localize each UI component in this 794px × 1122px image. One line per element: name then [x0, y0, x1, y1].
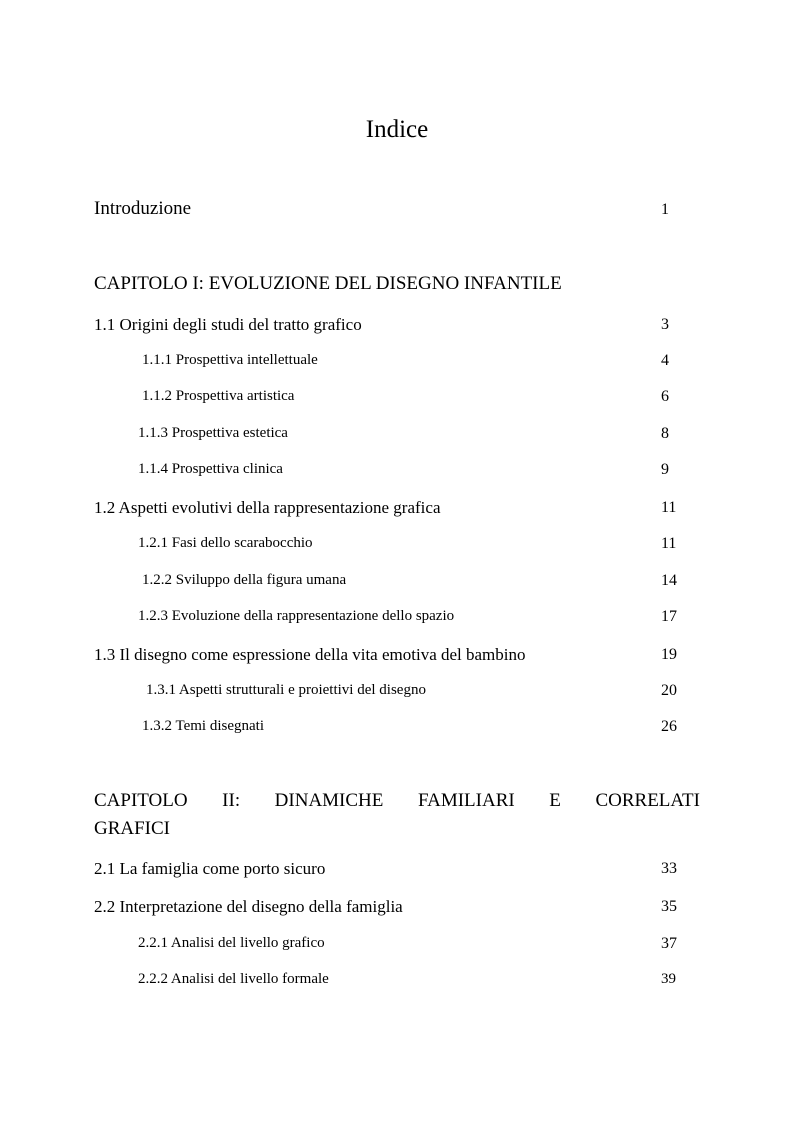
toc-page-number: 1: [661, 201, 669, 218]
toc-entry-1-2-1[interactable]: 1.2.1 Fasi dello scarabocchio: [138, 535, 313, 551]
toc-entry-1-3-2[interactable]: 1.3.2 Temi disegnati: [142, 718, 264, 734]
toc-entry-1-3[interactable]: 1.3 Il disegno come espressione della vita emotiva del bambino: [94, 645, 526, 664]
toc-page-number: 3: [661, 316, 669, 333]
toc-entry-1-2-3[interactable]: 1.2.3 Evoluzione della rappresentazione dello spazio: [138, 608, 455, 624]
toc-page-number: 17: [661, 608, 677, 625]
toc-page-number: 9: [661, 461, 669, 478]
chapter-2-heading[interactable]: [94, 791, 700, 810]
page-title: Indice: [365, 116, 429, 143]
chapter-2-heading-word: CAPITOLO: [94, 790, 188, 811]
toc-entry-1-3-1[interactable]: 1.3.1 Aspetti strutturali e proiettivi del disegno: [146, 682, 426, 698]
toc-entry-2-2[interactable]: 2.2 Interpretazione del disegno della famiglia: [94, 897, 403, 916]
toc-entry-1-1-4[interactable]: 1.1.4 Prospettiva clinica: [138, 461, 283, 477]
chapter-2-heading-word: DINAMICHE: [274, 790, 384, 811]
chapter-2-heading-word: CORRELATI: [595, 790, 700, 811]
toc-page-number: 26: [661, 718, 677, 735]
toc-page-number: 20: [661, 682, 677, 699]
toc-entry-2-2-2[interactable]: 2.2.2 Analisi del livello formale: [138, 971, 329, 987]
toc-page-number: 8: [661, 425, 669, 442]
toc-entry-1-2[interactable]: 1.2 Aspetti evolutivi della rappresentazione grafica: [94, 498, 441, 517]
toc-entry-1-1[interactable]: 1.1 Origini degli studi del tratto grafico: [94, 315, 362, 334]
toc-entry-2-1[interactable]: 2.1 La famiglia come porto sicuro: [94, 859, 326, 878]
toc-page-number: 11: [661, 499, 677, 516]
toc-entry-1-1-1[interactable]: 1.1.1 Prospettiva intellettuale: [142, 352, 318, 368]
toc-entry-2-2-1[interactable]: 2.2.1 Analisi del livello grafico: [138, 935, 325, 951]
toc-page-number: 11: [661, 535, 677, 552]
toc-entry-1-1-2[interactable]: 1.1.2 Prospettiva artistica: [142, 388, 295, 404]
toc-page-number: 4: [661, 352, 669, 369]
chapter-2-heading-word: II:: [222, 790, 241, 811]
toc-page-number: 37: [661, 935, 677, 952]
toc-page-number: 39: [661, 971, 676, 987]
toc-page-number: 14: [661, 572, 677, 589]
toc-entry-introduzione[interactable]: Introduzione: [94, 198, 192, 219]
toc-page-number: 35: [661, 898, 677, 915]
toc-entry-1-2-2[interactable]: 1.2.2 Sviluppo della figura umana: [142, 572, 347, 588]
toc-page-number: 33: [661, 860, 677, 877]
chapter-2-heading-word: FAMILIARI: [417, 790, 515, 811]
chapter-2-heading-line2[interactable]: GRAFICI: [94, 818, 171, 839]
chapter-2-heading-word: E: [549, 790, 561, 811]
toc-entry-1-1-3[interactable]: 1.1.3 Prospettiva estetica: [138, 425, 288, 441]
toc-page-number: 6: [661, 388, 669, 405]
toc-page-number: 19: [661, 646, 677, 663]
chapter-1-heading[interactable]: CAPITOLO I: EVOLUZIONE DEL DISEGNO INFANTILE: [94, 273, 562, 294]
